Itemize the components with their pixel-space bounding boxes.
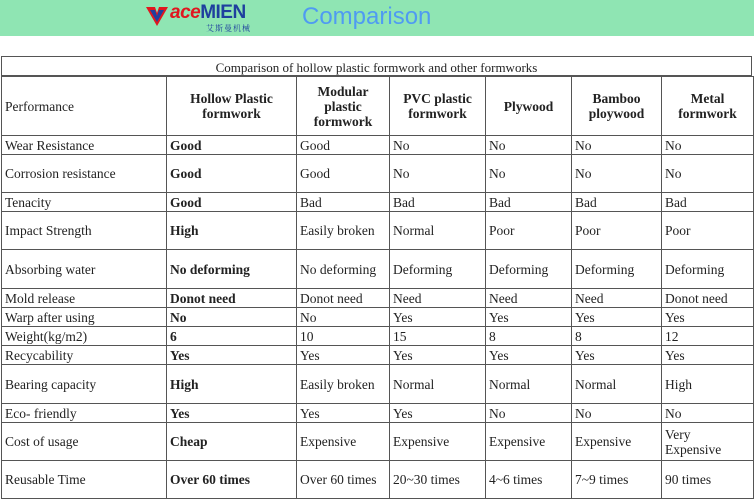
table-cell: Wear Resistance [2, 136, 167, 155]
column-header: PVC plastic formwork [390, 77, 486, 136]
table-cell: Corrosion resistance [2, 155, 167, 193]
table-cell: Expensive [297, 423, 390, 461]
table-cell: Yes [572, 346, 662, 365]
table-cell: Eco- friendly [2, 404, 167, 423]
table-cell: No [390, 155, 486, 193]
logo-mark-icon [146, 5, 168, 27]
table-cell: Expensive [486, 423, 572, 461]
table-cell: Good [297, 155, 390, 193]
table-cell: Easily broken [297, 212, 390, 250]
table-cell: No [662, 404, 754, 423]
table-cell: 90 times [662, 461, 754, 499]
table-cell: No deforming [167, 250, 297, 289]
table-cell: Yes [167, 404, 297, 423]
table-cell: 7~9 times [572, 461, 662, 499]
table-cell: Need [572, 289, 662, 308]
table-cell: High [167, 212, 297, 250]
table-cell: No [390, 136, 486, 155]
table-cell: No [572, 155, 662, 193]
table-cell: 15 [390, 327, 486, 346]
table-cell: Expensive [390, 423, 486, 461]
table-row [2, 461, 754, 499]
table-cell: No [572, 404, 662, 423]
column-header: Hollow Plastic formwork [167, 77, 297, 136]
page-title: Comparison [302, 3, 432, 30]
column-header: Metal formwork [662, 77, 754, 136]
table-cell: No [486, 155, 572, 193]
table-cell: Yes [486, 308, 572, 327]
table-cell: Normal [390, 365, 486, 404]
table-cell: High [662, 365, 754, 404]
table-row [2, 327, 754, 346]
table-row [2, 136, 754, 155]
table-cell: Yes [486, 346, 572, 365]
table-cell: Normal [390, 212, 486, 250]
table-cell: 10 [297, 327, 390, 346]
company-logo [146, 3, 296, 35]
table-row [2, 212, 754, 250]
table-cell: 12 [662, 327, 754, 346]
table-cell: Deforming [486, 250, 572, 289]
table-cell: Bad [662, 193, 754, 212]
table-cell: High [167, 365, 297, 404]
table-cell: Yes [297, 404, 390, 423]
table-cell: Poor [662, 212, 754, 250]
header-bar [0, 0, 754, 36]
column-header: Performance [2, 77, 167, 136]
column-header: Modular plastic formwork [297, 77, 390, 136]
table-cell: No [486, 404, 572, 423]
table-cell: 4~6 times [486, 461, 572, 499]
table-cell: Cost of usage [2, 423, 167, 461]
table-cell: Yes [662, 308, 754, 327]
table-row [2, 250, 754, 289]
table-cell: Yes [167, 346, 297, 365]
table-cell: Donot need [297, 289, 390, 308]
table-cell: Tenacity [2, 193, 167, 212]
table-cell: Poor [572, 212, 662, 250]
table-cell: No [486, 136, 572, 155]
table-cell: Donot need [662, 289, 754, 308]
logo-subtitle: 艾斯曼机械 [206, 24, 251, 33]
table-cell: Normal [486, 365, 572, 404]
table-cell: 6 [167, 327, 297, 346]
table-caption: Comparison of hollow plastic formwork and other formworks [1, 56, 752, 76]
table-row [2, 155, 754, 193]
table-cell: Yes [572, 308, 662, 327]
table-cell: Yes [662, 346, 754, 365]
logo-wordmark: aceMIEN [170, 2, 246, 23]
table-cell: 20~30 times [390, 461, 486, 499]
table-cell: Over 60 times [297, 461, 390, 499]
table-cell: Very Expensive [662, 423, 754, 461]
table-cell: Yes [297, 346, 390, 365]
table-cell: Bad [390, 193, 486, 212]
comparison-table [1, 76, 754, 499]
table-cell: Reusable Time [2, 461, 167, 499]
table-header-row [2, 77, 754, 136]
table-cell: Bad [572, 193, 662, 212]
table-cell: No [297, 308, 390, 327]
table-cell: Deforming [662, 250, 754, 289]
table-row [2, 423, 754, 461]
table-cell: Mold release [2, 289, 167, 308]
table-cell: Deforming [572, 250, 662, 289]
table-cell: Need [390, 289, 486, 308]
comparison-document [0, 56, 754, 498]
table-cell: Weight(kg/m2) [2, 327, 167, 346]
table-cell: No [662, 155, 754, 193]
table-cell: Cheap [167, 423, 297, 461]
table-cell: Good [167, 136, 297, 155]
table-cell: Donot need [167, 289, 297, 308]
table-cell: No [662, 136, 754, 155]
table-row [2, 365, 754, 404]
table-cell: 8 [572, 327, 662, 346]
table-cell: No [572, 136, 662, 155]
table-cell: Easily broken [297, 365, 390, 404]
table-row [2, 193, 754, 212]
table-cell: Good [297, 136, 390, 155]
table-cell: Yes [390, 346, 486, 365]
table-cell: Over 60 times [167, 461, 297, 499]
table-cell: Impact Strength [2, 212, 167, 250]
table-row [2, 346, 754, 365]
table-row [2, 404, 754, 423]
table-cell: Warp after using [2, 308, 167, 327]
table-cell: Yes [390, 404, 486, 423]
table-cell: Normal [572, 365, 662, 404]
table-cell: Bad [297, 193, 390, 212]
table-cell: Poor [486, 212, 572, 250]
table-cell: No [167, 308, 297, 327]
table-row [2, 289, 754, 308]
table-cell: Bad [486, 193, 572, 212]
table-row [2, 308, 754, 327]
table-cell: Recycability [2, 346, 167, 365]
column-header: Plywood [486, 77, 572, 136]
table-cell: Good [167, 155, 297, 193]
table-cell: Bearing capacity [2, 365, 167, 404]
table-cell: Deforming [390, 250, 486, 289]
table-cell: No deforming [297, 250, 390, 289]
table-cell: Absorbing water [2, 250, 167, 289]
table-cell: Need [486, 289, 572, 308]
table-cell: Yes [390, 308, 486, 327]
table-cell: 8 [486, 327, 572, 346]
table-cell: Expensive [572, 423, 662, 461]
column-header: Bamboo ploywood [572, 77, 662, 136]
table-cell: Good [167, 193, 297, 212]
